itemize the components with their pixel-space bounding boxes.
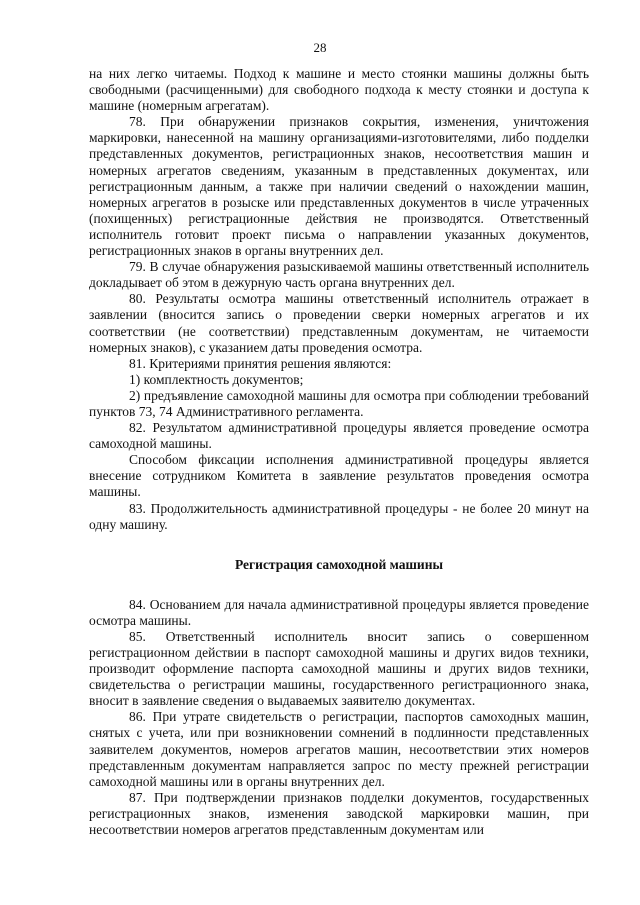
paragraph: 86. При утрате свидетельств о регистрации, паспортов самоходных машин, снятых с учета, или при возникновении сомнений в подлинности представленных заявителем документов, номеров агрегатов машин, несоответствии этих номеров представленным документам направляется запрос по месту прежней регистрации самоходной машины или в органы внутренних дел. bbox=[89, 709, 589, 789]
paragraph: 2) предъявление самоходной машины для осмотра при соблюдении требований пунктов 73, 74 Административного регламента. bbox=[89, 387, 589, 419]
paragraph: 81. Критериями принятия решения являются: bbox=[129, 355, 392, 371]
section-heading: Регистрация самоходной машины bbox=[234, 556, 444, 572]
paragraph: 82. Результатом административной процедуры является проведение осмотра самоходной машины. bbox=[89, 420, 589, 452]
paragraph: Способом фиксации исполнения административной процедуры является внесение сотрудником Комитета в заявление результатов проведения осмотра машины. bbox=[89, 452, 589, 500]
document-body bbox=[89, 66, 589, 838]
paragraph: 84. Основанием для начала административной процедуры является проведение осмотра машины. bbox=[89, 596, 589, 628]
paragraph: 87. При подтверждении признаков подделки документов, государственных регистрационных знаков, изменения заводской маркировки машин, при несоответствии номеров агрегатов представленным документам или bbox=[89, 789, 589, 838]
paragraph: 1) комплектность документов; bbox=[129, 371, 304, 387]
paragraph: 78. При обнаружении признаков сокрытия, изменения, уничтожения маркировки, нанесенной на машину организациями-изготовителями, либо подделки представленных документов, регистрационных знаков, несоответствия машин и номерных агрегатов сведениям, указанным в представленных документах, или регистрационным данным, а также при наличии сведений о нахождении машин, номерных агрегатов в розыске или представленных документов в числе утраченных (похищенных) регистрационные действия не производятся. Ответственный исполнитель готовит проект письма о направлении указанных документов, регистрационных знаков в органы внутренних дел. bbox=[89, 114, 589, 259]
page-number: 28 bbox=[313, 40, 327, 55]
paragraph: 79. В случае обнаружения разыскиваемой машины ответственный исполнитель докладывает об этом в дежурную часть органа внутренних дел. bbox=[89, 259, 589, 291]
paragraph: на них легко читаемы. Подход к машине и место стоянки машины должны быть свободными (расчищенными) для свободного подхода к месту стоянки и доступа к машине (номерным агрегатам). bbox=[89, 66, 589, 114]
paragraph: 80. Результаты осмотра машины ответственный исполнитель отражает в заявлении (вносится запись о проведении сверки номерных агрегатов и их соответствии (не соответствии) представленным документам, не читаемости номерных знаков), с указанием даты проведения осмотра. bbox=[89, 291, 589, 355]
paragraph: 85. Ответственный исполнитель вносит запись о совершенном регистрационном действии в паспорт самоходной машины и других видов техники, производит оформление паспорта самоходной машины и других видов техники, свидетельства о регистрации машины, государственного регистрационного знака, вносит в заявление сведения о выдаваемых заявителю документах. bbox=[89, 628, 589, 709]
paragraph: 83. Продолжительность административной процедуры - не более 20 минут на одну машину. bbox=[89, 500, 589, 532]
